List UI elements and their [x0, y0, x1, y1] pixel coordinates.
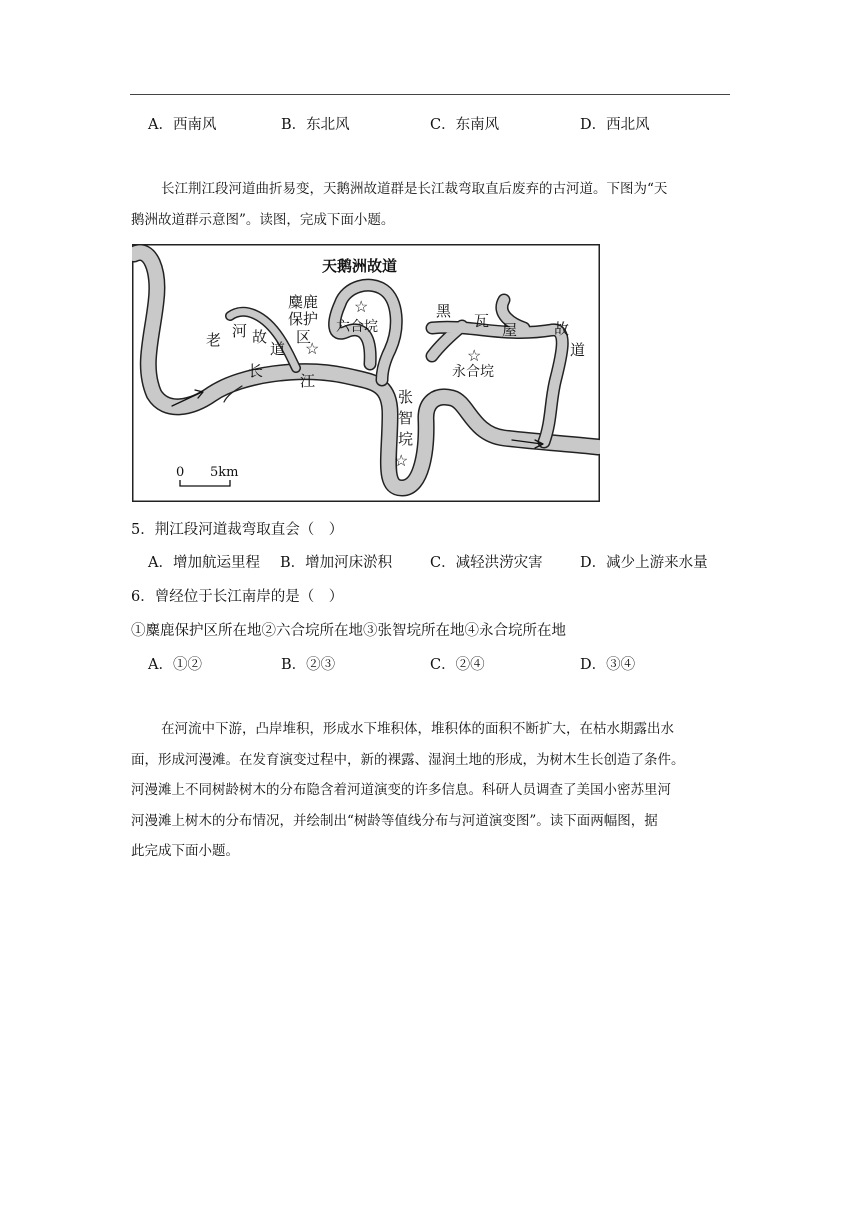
scale-distance: 5km — [210, 465, 239, 480]
q5-option-d[interactable]: D．减少上游来水量 — [580, 555, 708, 571]
liuhe-star-icon: ☆ — [354, 297, 369, 316]
question-6-stem: 6．曾经位于长江南岸的是（ ） — [131, 589, 344, 605]
label-milu-1: 麋鹿 — [288, 293, 319, 311]
label-tianezhou: 天鹅洲故道 — [322, 257, 398, 275]
question-6-options — [148, 653, 748, 675]
option-d[interactable]: D．西北风 — [580, 117, 650, 133]
option-a[interactable]: A．西南风 — [148, 117, 217, 133]
label-gu: 故 — [252, 328, 268, 346]
label-he: 河 — [232, 322, 248, 340]
q6-option-d[interactable]: D．③④ — [580, 657, 636, 673]
scale-zero: 0 — [176, 465, 185, 480]
label-dao: 道 — [270, 340, 286, 358]
q5-option-c[interactable]: C．减轻洪涝灾害 — [430, 555, 543, 571]
passage-2-line-3: 河漫滩上不同树龄树木的分布隐含着河道演变的许多信息。科研人员调查了美国小密苏里河 — [131, 782, 671, 798]
q6-option-b[interactable]: B．②③ — [281, 657, 336, 673]
passage-2-line-4: 河漫滩上树木的分布情况，并绘制出“树龄等值线分布与河道演变图”。读下面两幅图，据 — [131, 812, 658, 829]
question-5-options — [148, 551, 748, 573]
q6-option-a[interactable]: A．①② — [148, 657, 202, 673]
q6-option-c[interactable]: C．②④ — [430, 657, 485, 673]
passage-2 — [131, 714, 731, 867]
q5-option-a[interactable]: A．增加航运里程 — [148, 555, 260, 571]
label-zhi: 智 — [398, 409, 414, 427]
milu-star-icon: ☆ — [305, 339, 320, 358]
passage-1-line-1: 长江荆江段河道曲折易变，天鹅洲故道群是长江裁弯取直后废弃的古河道。下图为“天 — [161, 181, 668, 197]
label-wu: 屋 — [502, 321, 518, 339]
option-c[interactable]: C．东南风 — [430, 117, 500, 133]
top-divider — [130, 94, 730, 95]
question-5-stem: 5．荆江段河道裁弯取直会（ ） — [131, 522, 344, 538]
label-gu-2: 故 — [554, 320, 570, 338]
zhangzhi-star-icon: ☆ — [394, 451, 409, 470]
label-yuan: 垸 — [398, 430, 414, 448]
passage-1 — [131, 174, 731, 235]
label-jiang: 江 — [300, 372, 316, 390]
label-milu-2: 保护 — [288, 310, 319, 328]
label-dao-2: 道 — [570, 341, 586, 359]
label-chang: 长 — [248, 362, 264, 380]
option-b[interactable]: B．东北风 — [281, 117, 350, 133]
passage-2-line-5: 此完成下面小题。 — [131, 843, 239, 859]
label-yonghe: 永合垸 — [452, 364, 494, 380]
passage-2-line-2: 面，形成河漫滩。在发育演变过程中，新的裸露、湿润土地的形成，为树木生长创造了条件。 — [131, 751, 685, 768]
label-hei: 黑 — [436, 302, 452, 320]
label-wa: 瓦 — [474, 312, 490, 330]
prev-question-options — [148, 113, 748, 135]
label-milu-3: 区 — [296, 328, 312, 346]
q5-option-b[interactable]: B．增加河床淤积 — [280, 555, 393, 571]
label-zhang: 张 — [398, 388, 414, 406]
passage-2-line-1: 在河流中下游，凸岸堆积，形成水下堆积体，堆积体的面积不断扩大，在枯水期露出水 — [161, 721, 674, 737]
label-liuhe: 六合垸 — [336, 319, 378, 335]
label-lao: 老 — [206, 331, 222, 349]
question-6-choices: ①麋鹿保护区所在地②六合垸所在地③张智垸所在地④永合垸所在地 — [131, 623, 566, 639]
yonghe-star-icon: ☆ — [467, 346, 482, 365]
passage-1-line-2: 鹅洲故道群示意图”。读图，完成下面小题。 — [131, 211, 395, 228]
tianezhou-oxbow-map — [132, 244, 600, 502]
